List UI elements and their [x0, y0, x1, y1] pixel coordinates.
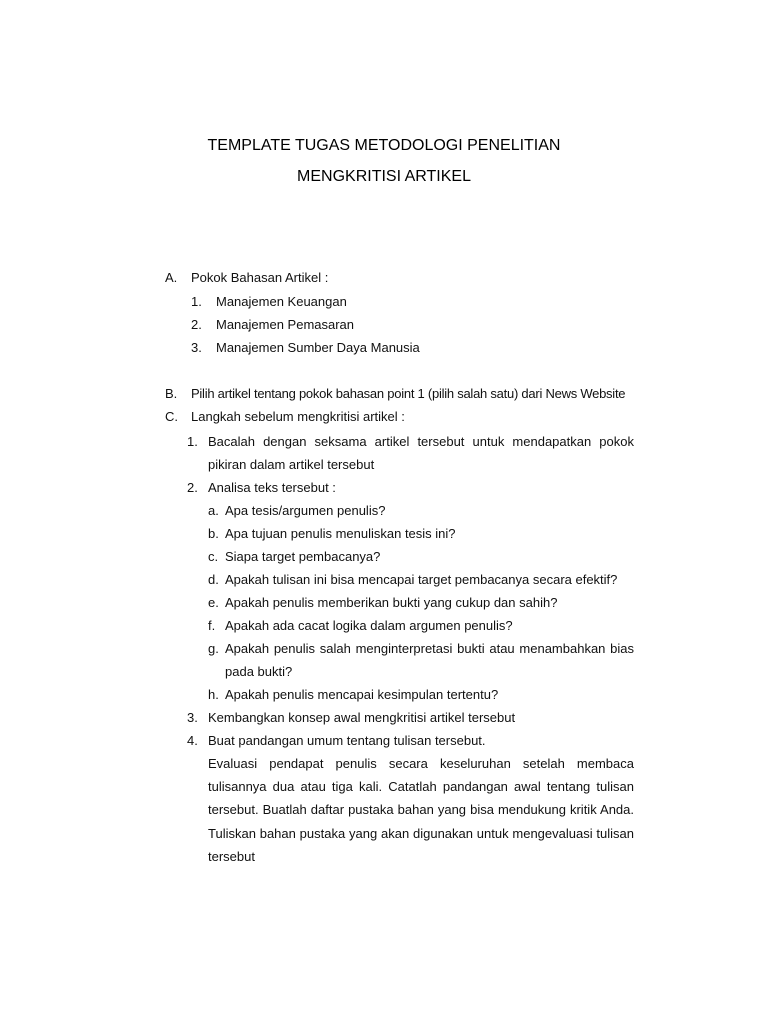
- question-item: Apakah tulisan ini bisa mencapai target pembacanya secara efektif?: [225, 572, 618, 587]
- question-item: Apa tujuan penulis menuliskan tesis ini?: [225, 526, 456, 541]
- step-1-line-1: Bacalah dengan seksama artikel tersebut untuk mendapatkan pokok: [208, 434, 634, 449]
- step-1-line-2: pikiran dalam artikel tersebut: [208, 457, 375, 473]
- question-marker: f.: [208, 618, 216, 633]
- step-4-paragraph: [208, 752, 634, 868]
- list-item: Manajemen Sumber Daya Manusia: [216, 340, 420, 355]
- question-marker: d.: [208, 572, 219, 587]
- paragraph-line: tulisannya dua atau tiga kali. Catatlah pandangan awal tentang tulisan: [208, 779, 634, 795]
- question-item: Apa tesis/argumen penulis?: [225, 503, 386, 518]
- document-title-line-1: TEMPLATE TUGAS METODOLOGI PENELITIAN: [207, 137, 561, 154]
- question-marker: b.: [208, 526, 219, 541]
- step-marker: 2.: [187, 480, 198, 495]
- section-a-label: Pokok Bahasan Artikel :: [191, 270, 329, 285]
- list-item-marker: 2.: [191, 317, 202, 332]
- question-item: Apakah ada cacat logika dalam argumen penulis?: [225, 618, 513, 633]
- list-item: Manajemen Pemasaran: [216, 317, 355, 332]
- section-c-marker: C.: [165, 409, 178, 424]
- list-item: Manajemen Keuangan: [216, 294, 347, 309]
- question-g-text: [225, 637, 634, 683]
- question-marker: e.: [208, 595, 219, 610]
- section-b-marker: B.: [165, 386, 178, 401]
- list-item-marker: 1.: [191, 294, 202, 309]
- question-marker: c.: [208, 549, 219, 564]
- step-marker: 4.: [187, 733, 198, 748]
- question-item: Apakah penulis mencapai kesimpulan tertentu?: [225, 687, 499, 702]
- paragraph-line: tersebut: [208, 848, 255, 864]
- step-2-label: Analisa teks tersebut :: [208, 480, 336, 495]
- section-a-marker: A.: [165, 270, 178, 285]
- list-item-marker: 3.: [191, 340, 202, 355]
- question-marker: a.: [208, 503, 219, 518]
- step-3-text: Kembangkan konsep awal mengkritisi artikel tersebut: [208, 710, 516, 725]
- paragraph-line: Evaluasi pendapat penulis secara keseluruhan setelah membaca: [208, 756, 634, 771]
- question-marker: h.: [208, 687, 219, 702]
- section-c-label: Langkah sebelum mengkritisi artikel :: [191, 409, 405, 424]
- question-item: Siapa target pembacanya?: [225, 549, 381, 564]
- question-g-line-1: Apakah penulis salah menginterpretasi bukti atau menambahkan bias: [225, 641, 634, 656]
- question-item: Apakah penulis memberikan bukti yang cukup dan sahih?: [225, 595, 558, 610]
- step-marker: 3.: [187, 710, 198, 725]
- step-4-text: Buat pandangan umum tentang tulisan tersebut.: [208, 733, 486, 748]
- document-title-line-2: MENGKRITISI ARTIKEL: [297, 168, 471, 185]
- question-g-line-2: pada bukti?: [225, 664, 293, 680]
- step-1-text: [208, 430, 634, 476]
- section-b-text: Pilih artikel tentang pokok bahasan point 1 (pilih salah satu) dari News Website: [191, 386, 626, 401]
- question-marker: g.: [208, 641, 219, 656]
- step-marker: 1.: [187, 434, 198, 449]
- paragraph-line: Tuliskan bahan pustaka yang akan digunakan untuk mengevaluasi tulisan: [208, 825, 634, 841]
- paragraph-line: tersebut. Buatlah daftar pustaka bahan yang bisa mendukung kritik Anda.: [208, 802, 634, 818]
